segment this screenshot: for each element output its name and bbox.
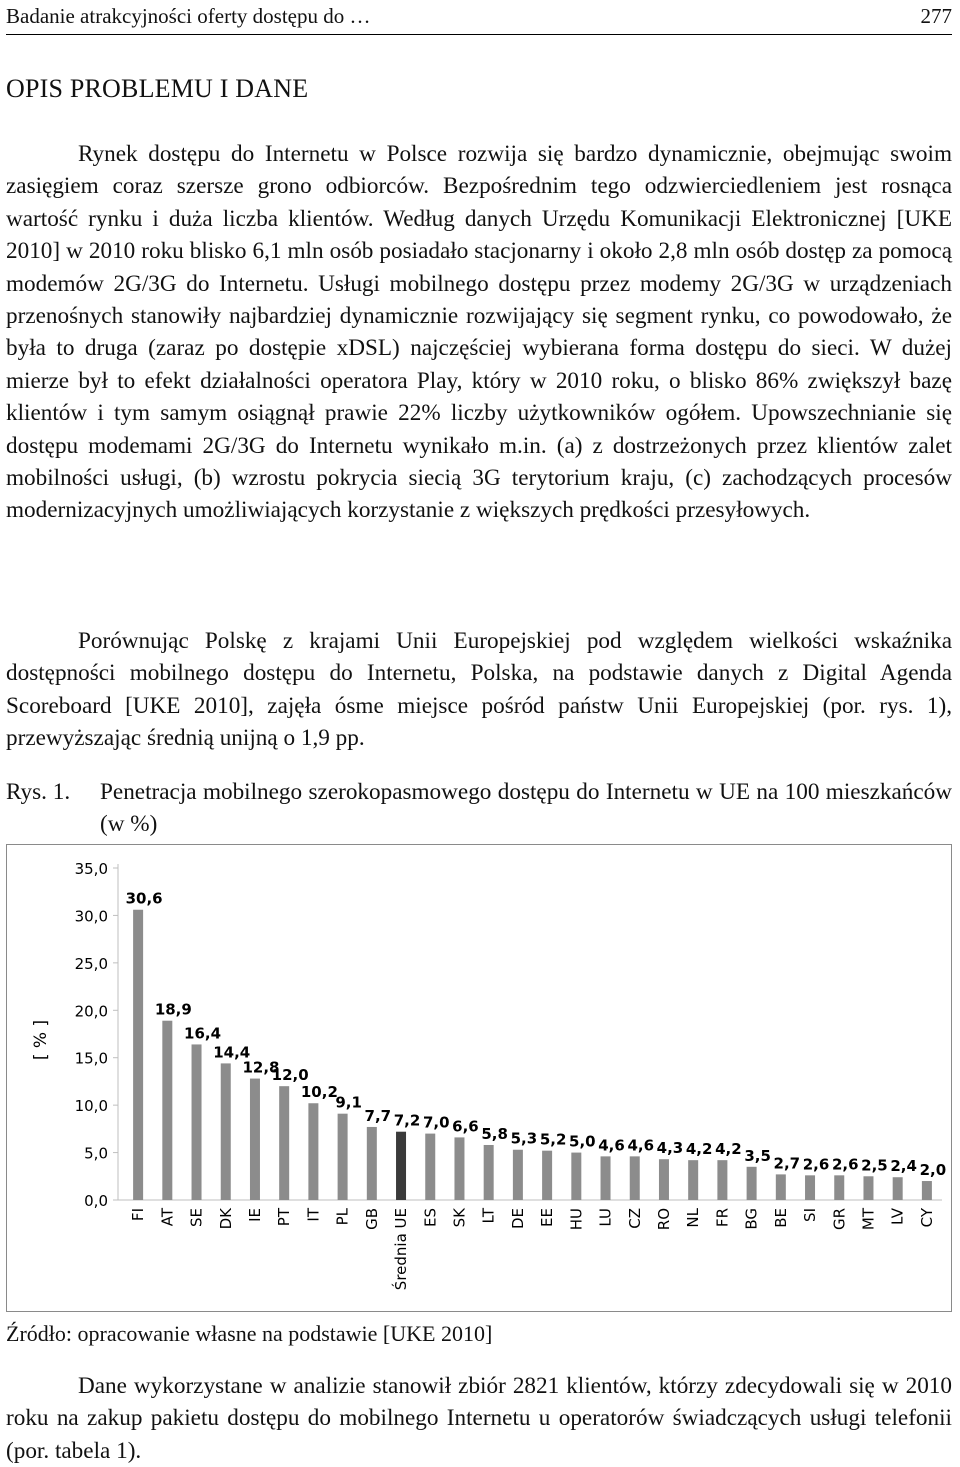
x-tick-label: BG: [742, 1208, 761, 1230]
bar-es: [425, 1134, 435, 1200]
x-tick-label: IE: [245, 1208, 264, 1222]
x-tick-label: BE: [771, 1208, 790, 1228]
x-tick-label: LU: [596, 1208, 615, 1227]
bar-de: [513, 1150, 523, 1200]
bar-lv: [893, 1177, 903, 1200]
running-title: Badanie atrakcyjności oferty dostępu do …: [6, 4, 371, 28]
x-tick-label: NL: [684, 1208, 703, 1228]
x-tick-label: IT: [304, 1208, 323, 1222]
x-tick-label: CZ: [625, 1208, 644, 1229]
bar-ie: [250, 1079, 260, 1200]
value-label: 10,2: [300, 1083, 338, 1102]
value-label: 2,0: [919, 1161, 947, 1180]
bar-pl: [338, 1114, 348, 1200]
section-title: OPIS PROBLEMU I DANE: [6, 74, 309, 103]
x-tick-label: SK: [450, 1208, 469, 1228]
x-tick-label: SI: [801, 1208, 820, 1222]
bar-at: [162, 1021, 172, 1200]
value-label: 14,4: [213, 1043, 251, 1062]
value-label: 16,4: [184, 1024, 222, 1043]
bar-it: [308, 1103, 318, 1200]
bar-nl: [688, 1160, 698, 1200]
x-tick-label: GR: [830, 1208, 849, 1231]
value-label: 2,7: [773, 1154, 801, 1173]
x-tick-label: PL: [333, 1208, 352, 1226]
x-tick-label: DE: [508, 1208, 527, 1230]
value-label: 9,1: [335, 1093, 362, 1112]
paragraph-data: Dane wykorzystane w analizie stanowił zbiór 2821 klientów, którzy zdecydowali się w 2010 roku na zakup pakietu dostępu do mobilnego Internetu u operatorów świadczących usługi telefonii (por. tabela 1).: [6, 1373, 952, 1464]
value-label: 4,6: [598, 1136, 625, 1155]
figure-caption-text: Penetracja mobilnego szerokopasmowego dostępu do Internetu w UE na 100 mieszkańców (w %): [100, 779, 952, 837]
figure-source: Źródło: opracowanie własne na podstawie [UKE 2010]: [6, 1321, 493, 1346]
value-label: 3,5: [744, 1146, 771, 1165]
page-number: 277: [920, 4, 952, 28]
value-label: 7,7: [364, 1106, 392, 1125]
bar-bg: [747, 1167, 757, 1200]
x-tick-label: LV: [888, 1208, 907, 1225]
x-tick-label: AT: [158, 1208, 177, 1227]
bar-hu: [571, 1153, 581, 1200]
figure-label: Rys. 1.: [6, 779, 71, 805]
bar-lt: [484, 1145, 494, 1200]
chart-frame: [7, 845, 952, 1312]
bar-gb: [367, 1127, 377, 1200]
x-tick-label: FR: [713, 1208, 732, 1228]
y-tick-label: 30,0: [74, 907, 108, 926]
value-label: 30,6: [125, 889, 163, 908]
y-axis-label: [ % ]: [31, 1019, 51, 1061]
x-tick-label: Średnia UE: [392, 1208, 411, 1291]
y-tick-label: 0,0: [84, 1192, 108, 1210]
value-label: 5,0: [569, 1132, 596, 1151]
x-tick-label: GB: [362, 1208, 381, 1230]
running-header: [6, 0, 952, 35]
bar-fr: [717, 1160, 727, 1200]
value-label: 4,6: [627, 1136, 655, 1155]
y-tick-label: 5,0: [84, 1144, 108, 1163]
bar-lu: [601, 1156, 611, 1200]
bar-chart: [6, 844, 952, 1312]
value-label: 5,2: [539, 1130, 567, 1149]
bar-cz: [630, 1156, 640, 1200]
value-label: 2,5: [861, 1156, 888, 1175]
value-label: 18,9: [154, 1000, 192, 1019]
value-label: 12,8: [242, 1058, 280, 1077]
x-tick-label: EE: [538, 1208, 557, 1227]
x-tick-label: HU: [567, 1208, 586, 1231]
value-label: 6,6: [452, 1117, 479, 1136]
value-label: 7,0: [422, 1113, 450, 1132]
x-tick-label: CY: [917, 1208, 936, 1228]
bar-si: [805, 1175, 815, 1200]
x-tick-label: MT: [859, 1208, 878, 1231]
paragraph-intro: Rynek dostępu do Internetu w Polsce rozwija się bardzo dynamicznie, obejmując swoim zasięgiem coraz szersze grono odbiorców. Bezpośrednim tego odzwierciedleniem jest rosnąca wartość rynku i duża liczba klientów. Według danych Urzędu Komunikacji Elektronicznej [UKE 2010] w 2010 roku blisko 6,1 mln osób posiadało stacjonarny i około 2,8 mln osób dostęp za pomocą modemów 2G/3G do Internetu. Usługi mobilnego dostępu przez modemy 2G/3G w urządzeniach przenośnych stanowiły najbardziej dynamicznie rozwijający się segment rynku, co powodowało, że była to druga (zaraz po dostępie xDSL) najczęściej wybierana forma dostępu do sieci. W dużej mierze był to efekt działalności operatora Play, który w 2010 roku, o blisko 86% zwiększył bazę klientów i tym samym osiągnął prawie 22% liczby użytkowników ogółem. Upowszechnianie się dostępu modemami 2G/3G do Internetu wynikało m.in. (a) z dostrzeżonych przez klientów zalet mobilności usługi, (b) wzrostu pokrycia siecią 3G terytorium kraju, (c) zachodzących procesów modernizacyjnych umożliwiających korzystanie z większych prędkości przesyłowych.: [6, 141, 952, 524]
bar-ro: [659, 1159, 669, 1200]
y-tick-label: 10,0: [74, 1097, 108, 1116]
y-tick-label: 25,0: [74, 954, 108, 973]
x-tick-label: LT: [479, 1208, 498, 1224]
y-tick-label: 15,0: [74, 1049, 108, 1068]
value-label: 4,3: [656, 1139, 684, 1158]
value-label: 5,3: [510, 1129, 538, 1148]
value-label: 2,6: [802, 1155, 830, 1174]
x-tick-label: ES: [421, 1208, 440, 1227]
bar-fi: [133, 910, 143, 1200]
bar-dk: [221, 1063, 231, 1200]
bar-pt: [279, 1086, 289, 1200]
x-tick-label: DK: [216, 1208, 235, 1230]
value-label: 12,0: [271, 1066, 309, 1085]
x-tick-label: RO: [654, 1208, 673, 1231]
x-tick-label: FI: [129, 1208, 148, 1222]
x-tick-label: SE: [187, 1208, 206, 1227]
bar-ee: [542, 1151, 552, 1200]
x-tick-label: PT: [275, 1208, 294, 1227]
bar-be: [776, 1174, 786, 1200]
value-label: 5,8: [481, 1124, 508, 1143]
value-label: 4,2: [685, 1140, 713, 1159]
y-tick-label: 20,0: [74, 1002, 108, 1021]
y-tick-label: 35,0: [74, 860, 108, 878]
bar-cy: [922, 1181, 932, 1200]
paragraph-comparison: Porównując Polskę z krajami Unii Europejskiej pod względem wielkości wskaźnika dostępności mobilnego dostępu do Internetu, Polska, na podstawie danych z Digital Agenda Scoreboard [UKE 2010], zajęła ósme miejsce pośród państw Unii Europejskiej (por. rys. 1), przewyższając średnią unijną o 1,9 pp.: [6, 628, 952, 752]
bar-średnia-ue: [396, 1132, 406, 1200]
bar-gr: [834, 1175, 844, 1200]
value-label: 7,2: [393, 1111, 421, 1130]
value-label: 2,4: [890, 1157, 917, 1176]
value-label: 4,2: [715, 1140, 742, 1159]
bar-sk: [454, 1137, 464, 1200]
value-label: 2,6: [831, 1155, 859, 1174]
bar-se: [192, 1044, 202, 1200]
bar-mt: [863, 1176, 873, 1200]
